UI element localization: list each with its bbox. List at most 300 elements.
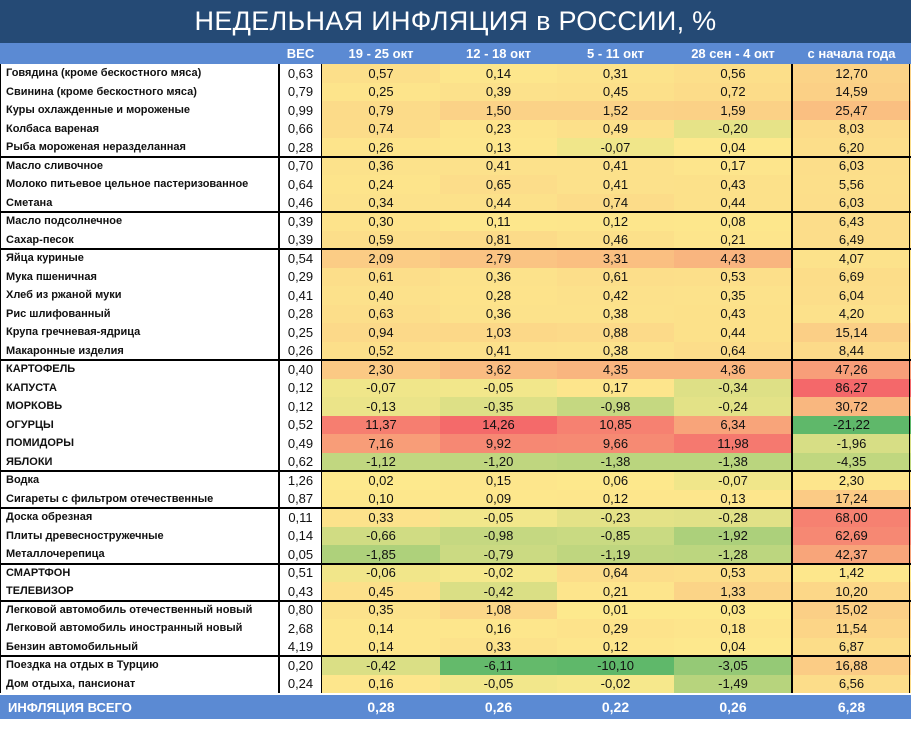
weekly-cell: 10,85 [557,416,674,435]
table-row [0,471,911,490]
weekly-cell: 0,61 [322,268,440,287]
weekly-cell: 0,12 [557,490,674,509]
weight-cell: 0,40 [279,360,322,379]
table-row [0,675,911,694]
weight-cell: 0,05 [279,545,322,564]
group-separator [0,211,911,213]
table-row [0,212,911,231]
table-row [0,379,911,398]
ytd-cell: 42,37 [792,545,911,564]
weekly-cell: 0,35 [674,286,792,305]
total-row [0,695,911,719]
ytd-cell: 1,42 [792,564,911,583]
weekly-cell: 0,43 [674,175,792,194]
group-separator [0,600,911,602]
ytd-cell: 11,54 [792,619,911,638]
weekly-cell: 0,88 [557,323,674,342]
ytd-cell: -1,96 [792,434,911,453]
row-name: Масло сливочное [0,157,279,176]
weekly-cell: 0,33 [322,508,440,527]
row-name: Куры охлажденные и мороженые [0,101,279,120]
weight-cell: 0,79 [279,83,322,102]
header-cell: 28 сен - 4 окт [691,46,775,61]
ytd-cell: 6,03 [792,194,911,213]
weekly-cell: 0,28 [440,286,557,305]
weekly-cell: 0,45 [322,582,440,601]
total-value: 0,22 [601,699,630,715]
row-name: Колбаса вареная [0,120,279,139]
weekly-cell: 0,44 [674,194,792,213]
ytd-cell: 4,20 [792,305,911,324]
ytd-cell: 6,20 [792,138,911,157]
weekly-cell: 0,26 [322,138,440,157]
weekly-cell: 0,44 [440,194,557,213]
group-separator [0,248,911,250]
weight-cell: 0,28 [279,305,322,324]
weekly-cell: -0,66 [322,527,440,546]
weekly-cell: 0,30 [322,212,440,231]
weight-cell: 0,46 [279,194,322,213]
weekly-cell: 0,36 [322,157,440,176]
ytd-cell: 62,69 [792,527,911,546]
weekly-cell: 0,52 [322,342,440,361]
weekly-cell: 14,26 [440,416,557,435]
weight-cell: 2,68 [279,619,322,638]
weekly-cell: 0,59 [322,231,440,250]
row-name: Молоко питьевое цельное пастеризованное [0,175,279,194]
row-name: Сигареты с фильтром отечественные [0,490,279,509]
weekly-cell: 0,18 [674,619,792,638]
weekly-cell: -0,24 [674,397,792,416]
weekly-cell: 0,14 [322,619,440,638]
weekly-cell: -0,34 [674,379,792,398]
weekly-cell: -1,19 [557,545,674,564]
table-row [0,175,911,194]
table-row [0,268,911,287]
ytd-cell: 6,49 [792,231,911,250]
weight-cell: 0,39 [279,212,322,231]
table-row [0,231,911,250]
row-name: Рыба мороженая неразделанная [0,138,279,157]
table-row [0,194,911,213]
weekly-cell: 4,35 [557,360,674,379]
ytd-cell: 6,03 [792,157,911,176]
weekly-cell: 3,62 [440,360,557,379]
weight-cell: 0,62 [279,453,322,472]
weekly-cell: 0,74 [322,120,440,139]
weekly-cell: -0,07 [322,379,440,398]
weekly-cell: 0,29 [557,619,674,638]
weekly-cell: 0,21 [674,231,792,250]
weekly-cell: 0,64 [674,342,792,361]
weekly-cell: 0,61 [557,268,674,287]
weekly-cell: 0,41 [440,157,557,176]
row-name: Легковой автомобиль иностранный новый [0,619,279,638]
weight-cell: 0,28 [279,138,322,157]
column-border [321,64,322,693]
weekly-cell: -0,05 [440,379,557,398]
row-name: КАРТОФЕЛЬ [0,360,279,379]
weekly-cell: 0,44 [674,323,792,342]
weekly-cell: 1,50 [440,101,557,120]
table-row [0,656,911,675]
weight-cell: 0,25 [279,323,322,342]
weekly-cell: 0,94 [322,323,440,342]
ytd-cell: 8,03 [792,120,911,139]
weekly-cell: 0,08 [674,212,792,231]
weekly-cell: 0,40 [322,286,440,305]
weight-cell: 0,52 [279,416,322,435]
table-row [0,101,911,120]
weekly-cell: -6,11 [440,656,557,675]
weekly-cell: 1,08 [440,601,557,620]
column-border [278,64,280,693]
header-cell [0,43,279,64]
weekly-cell: -0,35 [440,397,557,416]
weekly-cell: 0,36 [440,305,557,324]
weekly-cell: -0,20 [674,120,792,139]
weekly-cell: 1,59 [674,101,792,120]
weekly-cell: -1,49 [674,675,792,694]
weight-cell: 0,54 [279,249,322,268]
weekly-cell: 0,01 [557,601,674,620]
table-row [0,157,911,176]
weight-cell: 1,26 [279,471,322,490]
weekly-cell: 0,21 [557,582,674,601]
row-name: Рис шлифованный [0,305,279,324]
weekly-cell: -1,20 [440,453,557,472]
weekly-cell: 4,36 [674,360,792,379]
weekly-cell: 4,43 [674,249,792,268]
weight-cell: 0,87 [279,490,322,509]
weekly-cell: 3,31 [557,249,674,268]
table-row [0,453,911,472]
weekly-cell: 0,10 [322,490,440,509]
table-row [0,582,911,601]
weight-cell: 0,12 [279,397,322,416]
row-name: ЯБЛОКИ [0,453,279,472]
ytd-cell: 2,30 [792,471,911,490]
weekly-cell: 0,46 [557,231,674,250]
weekly-cell: 0,57 [322,64,440,83]
row-name: Плиты древесностружечные [0,527,279,546]
weekly-cell: 0,41 [557,157,674,176]
weight-cell: 0,66 [279,120,322,139]
weekly-cell: 0,43 [674,305,792,324]
table-row [0,416,911,435]
weekly-cell: -0,28 [674,508,792,527]
weekly-cell: 0,13 [440,138,557,157]
weekly-cell: 0,25 [322,83,440,102]
table-row [0,360,911,379]
weekly-cell: 2,79 [440,249,557,268]
weekly-cell: 0,03 [674,601,792,620]
header-cell: с начала года [807,46,896,61]
header-cell: 12 - 18 окт [466,46,531,61]
weight-cell: 0,20 [279,656,322,675]
ytd-cell: 15,02 [792,601,911,620]
weight-cell: 0,26 [279,342,322,361]
weekly-cell: 0,35 [322,601,440,620]
ytd-cell: 12,70 [792,64,911,83]
ytd-cell: 68,00 [792,508,911,527]
weekly-cell: -1,12 [322,453,440,472]
group-separator [0,156,911,158]
weekly-cell: 0,65 [440,175,557,194]
row-name: Макаронные изделия [0,342,279,361]
weekly-cell: 0,34 [322,194,440,213]
ytd-cell: 17,24 [792,490,911,509]
row-name: ОГУРЦЫ [0,416,279,435]
weekly-cell: -1,85 [322,545,440,564]
header-cell: ВЕС [286,46,315,61]
weekly-cell: 0,42 [557,286,674,305]
ytd-cell: -4,35 [792,453,911,472]
ytd-cell: 10,20 [792,582,911,601]
weekly-cell: 0,33 [440,638,557,657]
row-name: Сахар-песок [0,231,279,250]
weekly-cell: -0,42 [440,582,557,601]
weekly-cell: 0,12 [557,212,674,231]
weekly-cell: 0,15 [440,471,557,490]
weight-cell: 0,49 [279,434,322,453]
table-row [0,342,911,361]
total-value: 0,26 [484,699,513,715]
weekly-cell: 0,16 [440,619,557,638]
ytd-cell: 25,47 [792,101,911,120]
weekly-cell: 0,49 [557,120,674,139]
weight-cell: 0,70 [279,157,322,176]
weight-cell: 0,64 [279,175,322,194]
weekly-cell: 0,79 [322,101,440,120]
ytd-cell: 86,27 [792,379,911,398]
table-row [0,545,911,564]
table-row [0,120,911,139]
row-name: Яйца куриные [0,249,279,268]
row-name: Сметана [0,194,279,213]
weekly-cell: 2,30 [322,360,440,379]
weekly-cell: 0,16 [322,675,440,694]
weekly-cell: -0,98 [557,397,674,416]
group-separator [0,359,911,361]
weekly-cell: 0,56 [674,64,792,83]
weekly-cell: 0,17 [557,379,674,398]
header-cell: 19 - 25 окт [348,46,414,61]
weight-cell: 0,99 [279,101,322,120]
weekly-cell: 0,81 [440,231,557,250]
table-row [0,527,911,546]
weekly-cell: 0,41 [440,342,557,361]
ytd-cell: 5,56 [792,175,911,194]
ytd-cell: 47,26 [792,360,911,379]
ytd-cell: 30,72 [792,397,911,416]
inflation-table [0,43,911,735]
weekly-cell: 0,72 [674,83,792,102]
row-name: Водка [0,471,279,490]
weekly-cell: -0,07 [557,138,674,157]
weekly-cell: 6,34 [674,416,792,435]
weekly-cell: 0,17 [674,157,792,176]
weekly-cell: 9,92 [440,434,557,453]
table-row [0,83,911,102]
weekly-cell: 0,12 [557,638,674,657]
weekly-cell: -0,98 [440,527,557,546]
weekly-cell: 0,14 [322,638,440,657]
header-cell: 5 - 11 окт [587,46,644,61]
ytd-cell: 15,14 [792,323,911,342]
weekly-cell: -3,05 [674,656,792,675]
weekly-cell: 0,14 [440,64,557,83]
ytd-cell: 6,04 [792,286,911,305]
row-name: СМАРТФОН [0,564,279,583]
total-value: 6,28 [837,699,866,715]
weekly-cell: 0,24 [322,175,440,194]
weekly-cell: 0,39 [440,83,557,102]
weekly-cell: -0,05 [440,675,557,694]
weekly-cell: -0,05 [440,508,557,527]
ytd-cell: 6,69 [792,268,911,287]
row-name: ТЕЛЕВИЗОР [0,582,279,601]
row-name: Свинина (кроме бескостного мяса) [0,83,279,102]
weekly-cell: 1,03 [440,323,557,342]
table-row [0,305,911,324]
weight-cell: 0,43 [279,582,322,601]
weekly-cell: -0,13 [322,397,440,416]
weekly-cell: 0,13 [674,490,792,509]
table-row [0,286,911,305]
weekly-cell: -0,42 [322,656,440,675]
table-edge [909,64,910,693]
weekly-cell: 7,16 [322,434,440,453]
weekly-cell: 0,53 [674,564,792,583]
group-separator [0,507,911,509]
table-row [0,619,911,638]
weekly-cell: -0,79 [440,545,557,564]
table-row [0,508,911,527]
weekly-cell: 0,31 [557,64,674,83]
group-separator [0,655,911,657]
row-name: Мука пшеничная [0,268,279,287]
weight-cell: 0,39 [279,231,322,250]
weekly-cell: -10,10 [557,656,674,675]
weekly-cell: 0,45 [557,83,674,102]
table-row [0,138,911,157]
weekly-cell: -1,28 [674,545,792,564]
column-border [791,64,793,693]
total-value: 0,26 [719,699,747,715]
weight-cell: 0,80 [279,601,322,620]
row-name: Хлеб из ржаной муки [0,286,279,305]
ytd-cell: 6,87 [792,638,911,657]
weekly-cell: 1,33 [674,582,792,601]
weekly-cell: 0,74 [557,194,674,213]
row-name: Металлочерепица [0,545,279,564]
ytd-cell: 6,43 [792,212,911,231]
weekly-cell: 0,09 [440,490,557,509]
weekly-cell: 0,02 [322,471,440,490]
weekly-cell: -1,38 [674,453,792,472]
row-name: Поездка на отдых в Турцию [0,656,279,675]
weekly-cell: 11,98 [674,434,792,453]
weight-cell: 4,19 [279,638,322,657]
table-row [0,434,911,453]
ytd-cell: 6,56 [792,675,911,694]
row-name: Говядина (кроме бескостного мяса) [0,64,279,83]
table-row [0,601,911,620]
weekly-cell: -0,07 [674,471,792,490]
row-name: Доска обрезная [0,508,279,527]
row-name: Бензин автомобильный [0,638,279,657]
row-name: КАПУСТА [0,379,279,398]
ytd-cell: 4,07 [792,249,911,268]
total-value: 0,28 [367,699,395,715]
weekly-cell: 0,04 [674,638,792,657]
weekly-cell: 0,63 [322,305,440,324]
page-title: НЕДЕЛЬНАЯ ИНФЛЯЦИЯ в РОССИИ, % [0,0,911,43]
weekly-cell: 0,06 [557,471,674,490]
weekly-cell: 0,11 [440,212,557,231]
weekly-cell: 1,52 [557,101,674,120]
ytd-cell: 8,44 [792,342,911,361]
row-name: Легковой автомобиль отечественный новый [0,601,279,620]
row-name: Масло подсолнечное [0,212,279,231]
group-separator [0,563,911,565]
group-separator [0,470,911,472]
weight-cell: 0,11 [279,508,322,527]
table-edge [0,64,1,693]
weight-cell: 0,12 [279,379,322,398]
table-row [0,64,911,83]
weight-cell: 0,14 [279,527,322,546]
table-row [0,397,911,416]
ytd-cell: -21,22 [792,416,911,435]
table-row [0,564,911,583]
row-name: Крупа гречневая-ядрица [0,323,279,342]
weekly-cell: 0,38 [557,342,674,361]
table-header [0,43,911,64]
row-name: ПОМИДОРЫ [0,434,279,453]
weight-cell: 0,51 [279,564,322,583]
weekly-cell: -0,23 [557,508,674,527]
weekly-cell: 9,66 [557,434,674,453]
weight-cell: 0,29 [279,268,322,287]
weekly-cell: -0,85 [557,527,674,546]
table-row [0,323,911,342]
ytd-cell: 16,88 [792,656,911,675]
weight-cell: 0,41 [279,286,322,305]
weekly-cell: -1,38 [557,453,674,472]
weekly-cell: 0,36 [440,268,557,287]
weight-cell: 0,24 [279,675,322,694]
weekly-cell: 2,09 [322,249,440,268]
weekly-cell: 0,04 [674,138,792,157]
weekly-cell: 0,38 [557,305,674,324]
weekly-cell: -0,06 [322,564,440,583]
weekly-cell: 11,37 [322,416,440,435]
weekly-cell: 0,23 [440,120,557,139]
weekly-cell: 0,64 [557,564,674,583]
weekly-cell: 0,41 [557,175,674,194]
table-row [0,249,911,268]
weekly-cell: -0,02 [440,564,557,583]
weekly-cell: 0,53 [674,268,792,287]
row-name: Дом отдыха, пансионат [0,675,279,694]
table-row [0,490,911,509]
weekly-cell: -0,02 [557,675,674,694]
weight-cell: 0,63 [279,64,322,83]
ytd-cell: 14,59 [792,83,911,102]
total-label: ИНФЛЯЦИЯ ВСЕГО [8,699,132,715]
